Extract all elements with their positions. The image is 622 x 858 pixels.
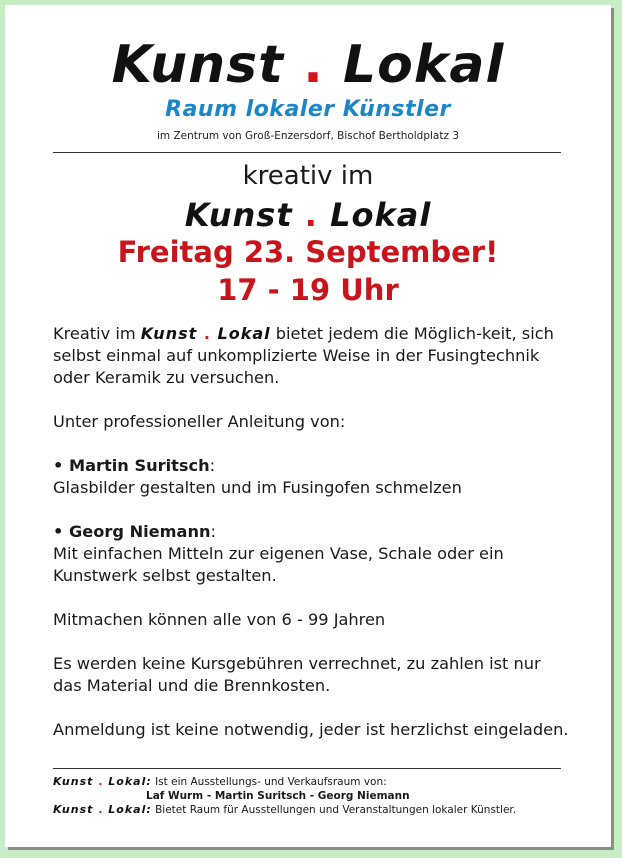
footer <box>53 775 573 817</box>
brand-dot: . <box>303 35 324 95</box>
intro-paragraph <box>53 323 573 389</box>
intro-pre: Kreativ im <box>53 324 141 343</box>
footer-line-2 <box>53 803 573 817</box>
brand-logo-secondary <box>5 193 611 237</box>
footer-line-1 <box>53 775 573 789</box>
footer-line-2-text: Bietet Raum für Ausstellungen und Veranstaltungen lokaler Künstler. <box>151 804 517 816</box>
footer-brand-colon: : <box>146 803 152 816</box>
footer-artist-names: Laf Wurm - Martin Suritsch - Georg Niemann <box>146 790 410 802</box>
flyer-page <box>5 5 611 847</box>
inline-brand <box>141 324 271 343</box>
footer-brand <box>53 803 152 816</box>
brand-word-lokal: Lokal <box>217 324 271 343</box>
bottom-divider <box>53 768 561 769</box>
body-text <box>53 323 573 763</box>
footer-brand-colon: : <box>146 775 152 788</box>
brand-word-kunst: Kunst <box>140 324 198 343</box>
age-paragraph: Mitmachen können alle von 6 - 99 Jahren <box>53 610 386 629</box>
person-martin-colon: : <box>209 456 216 475</box>
person-georg-desc: Mit einfachen Mitteln zur eigenen Vase, Schale oder ein Kunstwerk selbst gestalten. <box>53 544 504 585</box>
registration-paragraph: Anmeldung ist keine notwendig, jeder ist herzlichst eingeladen. <box>53 720 569 739</box>
footer-brand <box>53 775 152 788</box>
brand-word-kunst: Kunst <box>53 803 94 816</box>
fees-paragraph: Es werden keine Kursgebühren verrechnet, zu zahlen ist nur das Material und die Brennkosten. <box>53 654 541 695</box>
person-georg-name: • Georg Niemann <box>53 522 211 541</box>
person-georg-colon: : <box>210 522 216 541</box>
event-time: 17 - 19 Uhr <box>217 273 399 307</box>
brand-word-lokal: Lokal <box>108 775 147 788</box>
brand-dot: . <box>98 775 104 788</box>
brand-word-lokal: Lokal <box>108 803 147 816</box>
brand-word-lokal: Lokal <box>342 35 505 95</box>
brand-subtitle: Raum lokaler Künstler <box>165 97 451 122</box>
anleitung-paragraph: Unter professioneller Anleitung von: <box>53 412 346 431</box>
brand-logo <box>5 33 611 97</box>
person-martin-desc: Glasbilder gestalten und im Fusingofen schmelzen <box>53 478 462 497</box>
brand-dot: . <box>203 324 211 343</box>
brand-word-lokal: Lokal <box>330 196 432 234</box>
person-martin-name: • Martin Suritsch <box>53 456 210 475</box>
person-martin <box>53 455 573 499</box>
event-date: Freitag 23. September! <box>117 235 499 269</box>
intro-post: bietet jedem die Möglich-keit, sich selbst einmal auf unkomplizierte Weise in der Fusingtechnik oder Keramik zu versuchen. <box>53 324 554 387</box>
kreativ-heading: kreativ im <box>242 161 374 191</box>
brand-word-kunst: Kunst <box>184 196 293 234</box>
top-divider <box>53 152 561 153</box>
person-georg <box>53 521 573 587</box>
address: im Zentrum von Groß-Enzersdorf, Bischof Bertholdplatz 3 <box>156 130 460 142</box>
brand-word-kunst: Kunst <box>53 775 94 788</box>
brand-word-kunst: Kunst <box>111 35 284 95</box>
brand-dot: . <box>304 196 318 234</box>
footer-line-1-text: Ist ein Ausstellungs- und Verkaufsraum von: <box>151 776 387 788</box>
brand-dot: . <box>98 803 104 816</box>
